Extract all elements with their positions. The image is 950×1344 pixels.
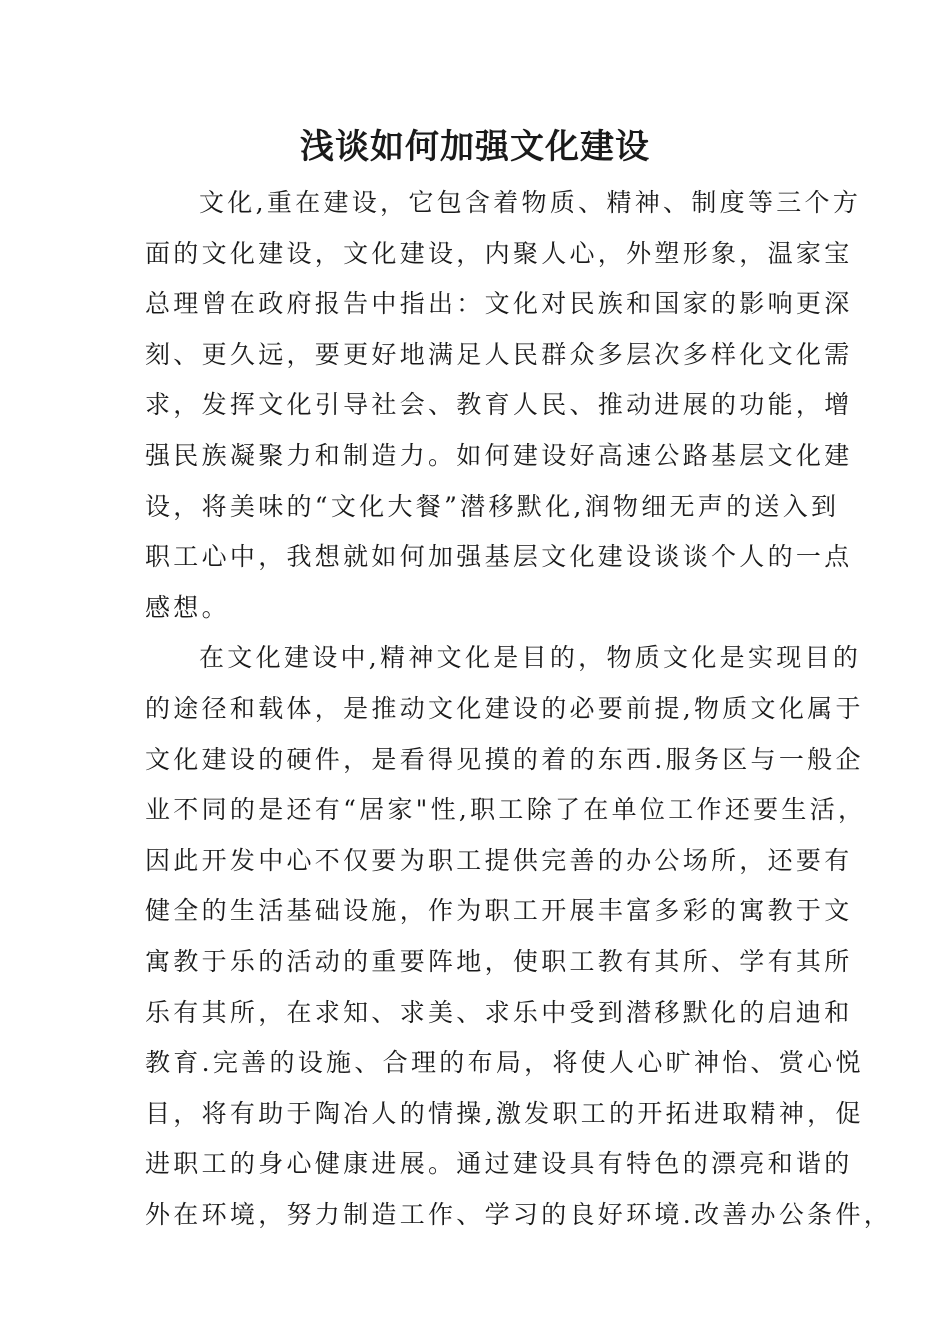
text-line: 面的文化建设，文化建设，内聚人心，外塑形象，温家宝 <box>145 238 853 268</box>
text-line: 求，发挥文化引导社会、教育人民、推动进展的功能，增 <box>145 390 853 420</box>
text-line: 进职工的身心健康进展。通过建设具有特色的漂亮和谐的 <box>145 1149 853 1179</box>
text-line: 因此开发中心不仅要为职工提供完善的办公场所，还要有 <box>145 845 853 875</box>
text-line: 文化建设的硬件，是看得见摸的着的东西.服务区与一般企 <box>145 744 864 774</box>
text-line: 的途径和载体，是推动文化建设的必要前提,物质文化属于 <box>145 693 864 723</box>
document-body <box>145 178 893 1240</box>
text-line: 教育.完善的设施、合理的布局，将使人心旷神怡、赏心悦 <box>145 1048 864 1078</box>
paragraph-2 <box>145 633 893 1240</box>
text-line: 感想。 <box>145 592 230 622</box>
text-line: 乐有其所，在求知、求美、求乐中受到潜移默化的启迪和 <box>145 997 853 1027</box>
text-line: 寓教于乐的活动的重要阵地，使职工教有其所、学有其所 <box>145 946 853 976</box>
paragraph-1 <box>145 178 862 633</box>
text-line: 强民族凝聚力和制造力。如何建设好高速公路基层文化建 <box>145 440 853 470</box>
text-line: 文化,重在建设，它包含着物质、精神、制度等三个方 <box>199 188 862 217</box>
text-line: 设，将美味的“文化大餐”潜移默化,润物细无声的送入到 <box>145 491 840 521</box>
text-line: 在文化建设中,精神文化是目的，物质文化是实现目的 <box>199 643 862 673</box>
text-line: 外在环境，努力制造工作、学习的良好环境.改善办公条件， <box>145 1199 893 1229</box>
document-title: 浅谈如何加强文化建设 <box>300 127 650 167</box>
text-line: 业不同的是还有“居家"性,职工除了在单位工作还要生活， <box>145 795 867 825</box>
text-line: 总理曾在政府报告中指出：文化对民族和国家的影响更深 <box>145 289 853 319</box>
text-line: 健全的生活基础设施，作为职工开展丰富多彩的寓教于文 <box>145 896 853 926</box>
text-line: 目，将有助于陶冶人的情操,激发职工的开拓进取精神，促 <box>145 1098 864 1128</box>
text-line: 刻、更久远，要更好地满足人民群众多层次多样化文化需 <box>145 339 853 369</box>
text-line: 职工心中，我想就如何加强基层文化建设谈谈个人的一点 <box>145 542 853 572</box>
